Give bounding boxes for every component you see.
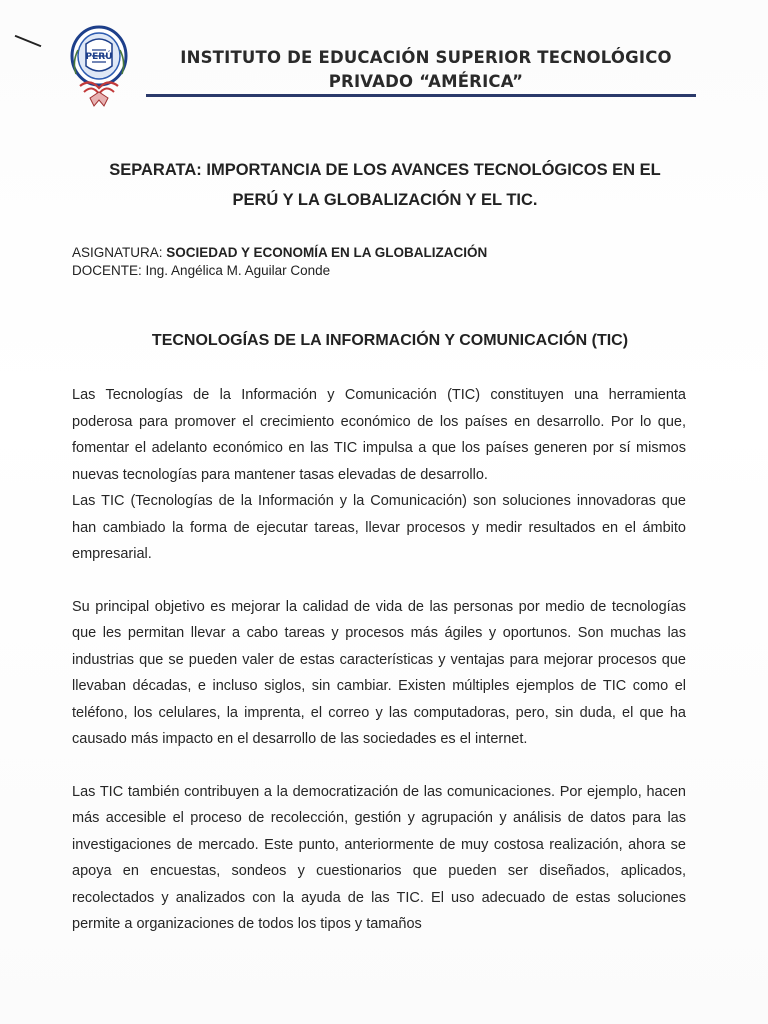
separata-line-1: SEPARATA: IMPORTANCIA DE LOS AVANCES TECNOLÓGICOS EN EL xyxy=(109,161,661,179)
subject-value: SOCIEDAD Y ECONOMÍA EN LA GLOBALIZACIÓN xyxy=(166,245,488,260)
separata-title xyxy=(60,155,710,215)
separata-line-2: PERÚ Y LA GLOBALIZACIÓN Y EL TIC. xyxy=(232,191,538,209)
teacher-label: DOCENTE: xyxy=(72,263,142,278)
course-info xyxy=(72,244,692,280)
paragraph-1: Las Tecnologías de la Información y Comunicación (TIC) constituyen una herramienta poderosa para promover el crecimiento económico de los países en desarrollo. Por lo que, fomentar el adelanto económico en las TIC impulsa a que los países generen por sí mismos nuevas tecnologías para mantener tasas elevadas de desarrollo. xyxy=(72,387,686,483)
section-title: TECNOLOGÍAS DE LA INFORMACIÓN Y COMUNICACIÓN (TIC) xyxy=(151,332,629,349)
institute-seal-icon xyxy=(66,22,132,108)
institution-line-2: PRIVADO “AMÉRICA” xyxy=(328,72,524,91)
subject-label: ASIGNATURA: xyxy=(72,245,163,260)
teacher-value: Ing. Angélica M. Aguilar Conde xyxy=(145,263,331,278)
paragraph-4: Las TIC también contribuyen a la democratización de las comunicaciones. Por ejemplo, hacen más accesible el proceso de recolección, gestión y agrupación y análisis de datos para las investigaciones de mercado. Este punto, anteriormente de muy costosa realización, ahora se apoya en encuestas, sondeos y cuestionarios que pueden ser diseñados, aplicados, recolectados y analizados con la ayuda de las TIC. El uso adecuado de estas soluciones permite a organizaciones de todos los tipos y tamaños xyxy=(72,783,686,932)
subject-row xyxy=(72,244,692,262)
svg-text:PERÚ: PERÚ xyxy=(85,52,113,62)
pen-mark xyxy=(15,35,42,47)
header-divider xyxy=(146,94,696,97)
body-text xyxy=(72,382,686,938)
institution-name xyxy=(146,46,706,94)
teacher-row xyxy=(72,262,692,280)
paragraph-3: Su principal objetivo es mejorar la calidad de vida de las personas por medio de tecnologías que les permitan llevar a cabo tareas y procesos más ágiles y oportunos. Son muchas las industrias que se pueden valer de estas características y ventajas para mejorar procesos que llevaban décadas, e incluso siglos, sin cambiar. Existen múltiples ejemplos de TIC como el teléfono, los celulares, la imprenta, el correo y las computadoras, pero, sin duda, el que ha causado más impacto en el desarrollo de las sociedades es el internet. xyxy=(72,598,686,747)
institution-line-1: INSTITUTO DE EDUCACIÓN SUPERIOR TECNOLÓGICO xyxy=(180,48,672,67)
paragraph-2: Las TIC (Tecnologías de la Información y la Comunicación) son soluciones innovadoras que han cambiado la forma de ejecutar tareas, llevar procesos y medir resultados en el ámbito empresarial. xyxy=(72,493,686,562)
